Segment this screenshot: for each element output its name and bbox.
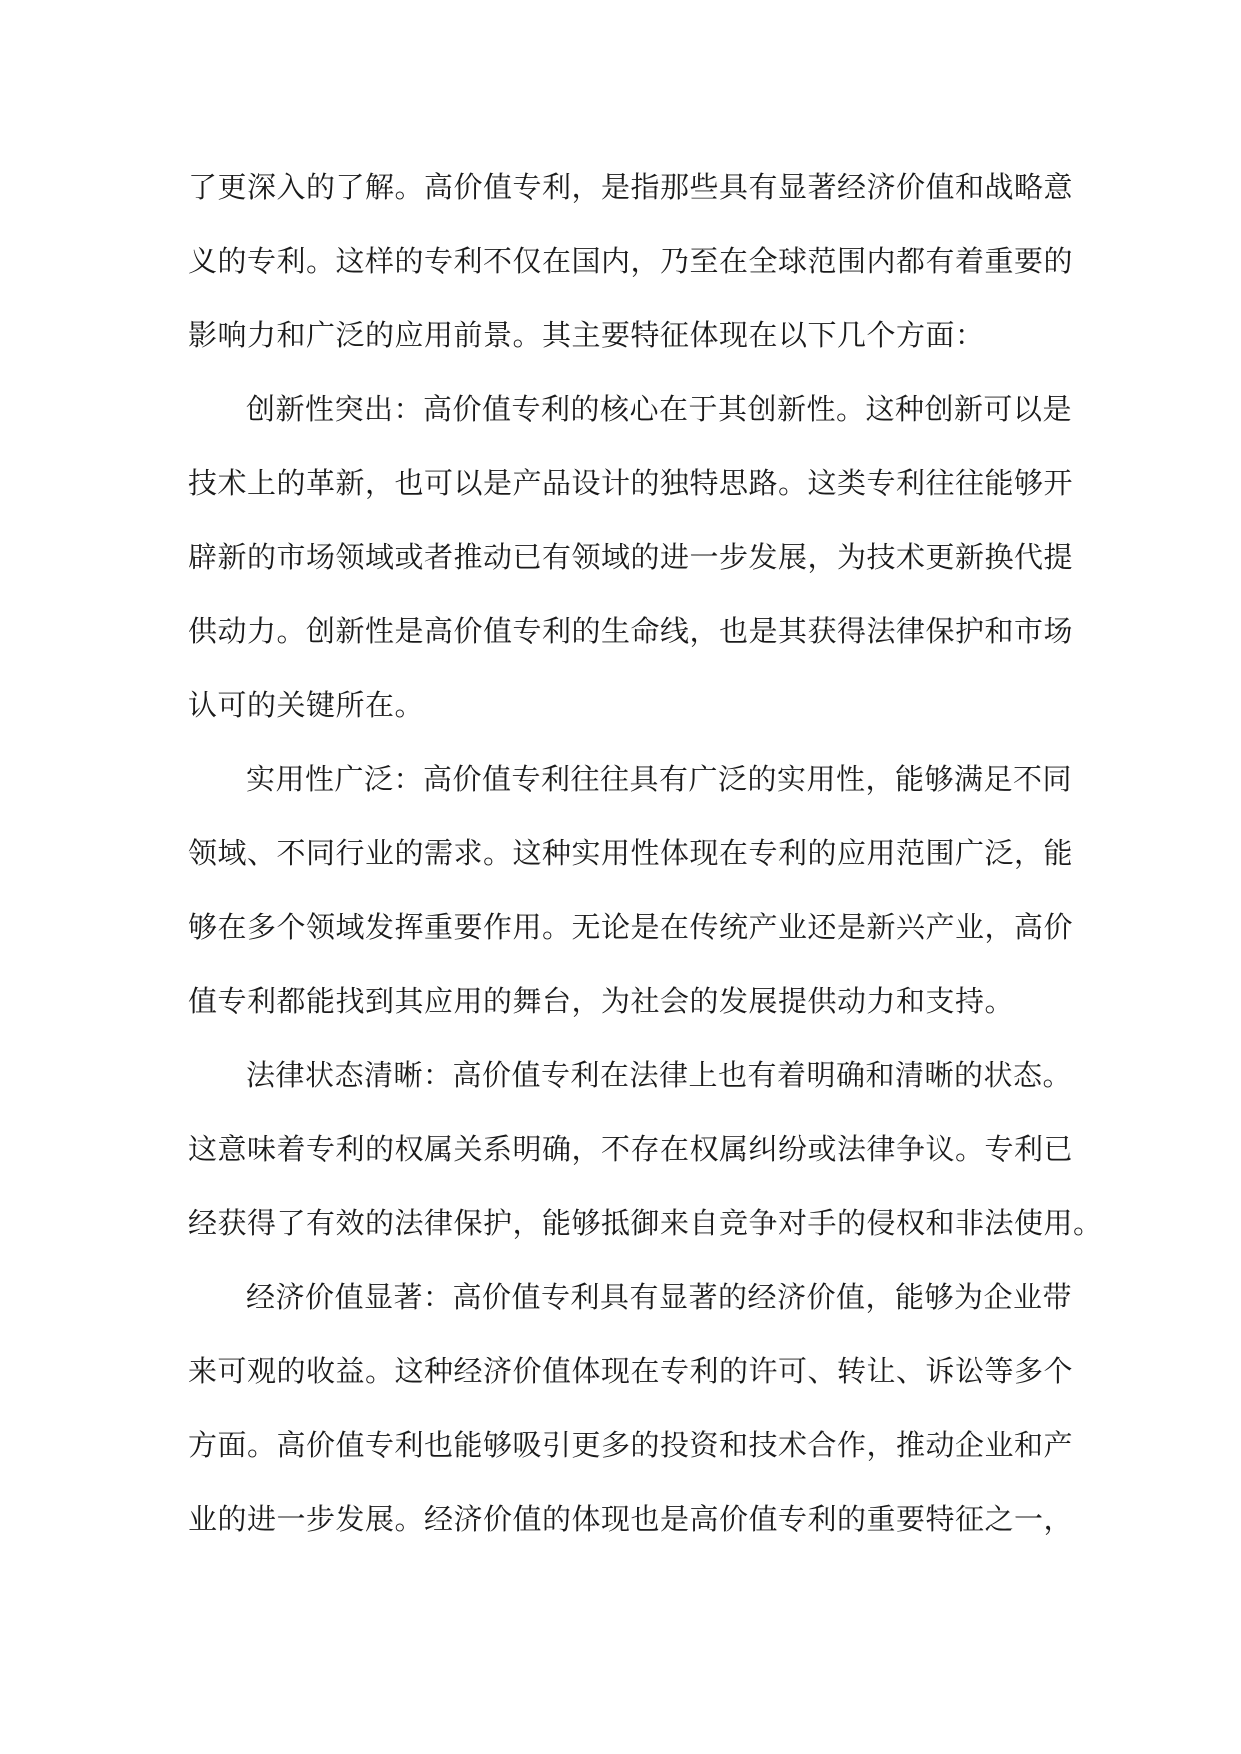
paragraph-heading-innovation: 创新性突出：高价值专利的核心在于其创新性。这种创新可以是 (246, 392, 1073, 426)
text-line: 影响力和广泛的应用前景。其主要特征体现在以下几个方面： (188, 318, 985, 352)
paragraph-heading-legal-status: 法律状态清晰：高价值专利在法律上也有着明确和清晰的状态。 (246, 1058, 1073, 1092)
text-line: 了更深入的了解。高价值专利，是指那些具有显著经济价值和战略意 (188, 170, 1074, 204)
paragraph-heading-economic-value: 经济价值显著：高价值专利具有显著的经济价值，能够为企业带 (246, 1280, 1073, 1314)
text-line: 够在多个领域发挥重要作用。无论是在传统产业还是新兴产业，高价 (188, 910, 1074, 944)
text-line: 义的专利。这样的专利不仅在国内，乃至在全球范围内都有着重要的 (188, 244, 1074, 278)
text-line: 技术上的革新，也可以是产品设计的独特思路。这类专利往往能够开 (188, 466, 1074, 500)
text-line: 方面。高价值专利也能够吸引更多的投资和技术合作，推动企业和产 (188, 1428, 1074, 1462)
text-line: 经获得了有效的法律保护，能够抵御来自竞争对手的侵权和非法使用。 (188, 1206, 1103, 1240)
text-line: 业的进一步发展。经济价值的体现也是高价值专利的重要特征之一， (188, 1502, 1074, 1536)
text-line: 这意味着专利的权属关系明确，不存在权属纠纷或法律争议。专利已 (188, 1132, 1074, 1166)
text-line: 供动力。创新性是高价值专利的生命线，也是其获得法律保护和市场 (188, 614, 1074, 648)
body-text (188, 150, 1103, 1556)
text-line: 值专利都能找到其应用的舞台，为社会的发展提供动力和支持。 (188, 984, 1015, 1018)
text-line: 辟新的市场领域或者推动已有领域的进一步发展，为技术更新换代提 (188, 540, 1074, 574)
text-line: 来可观的收益。这种经济价值体现在专利的许可、转让、诉讼等多个 (188, 1354, 1074, 1388)
text-line: 领域、不同行业的需求。这种实用性体现在专利的应用范围广泛，能 (188, 836, 1074, 870)
paragraph-heading-practicality: 实用性广泛：高价值专利往往具有广泛的实用性，能够满足不同 (246, 762, 1073, 796)
text-line: 认可的关键所在。 (188, 688, 425, 722)
